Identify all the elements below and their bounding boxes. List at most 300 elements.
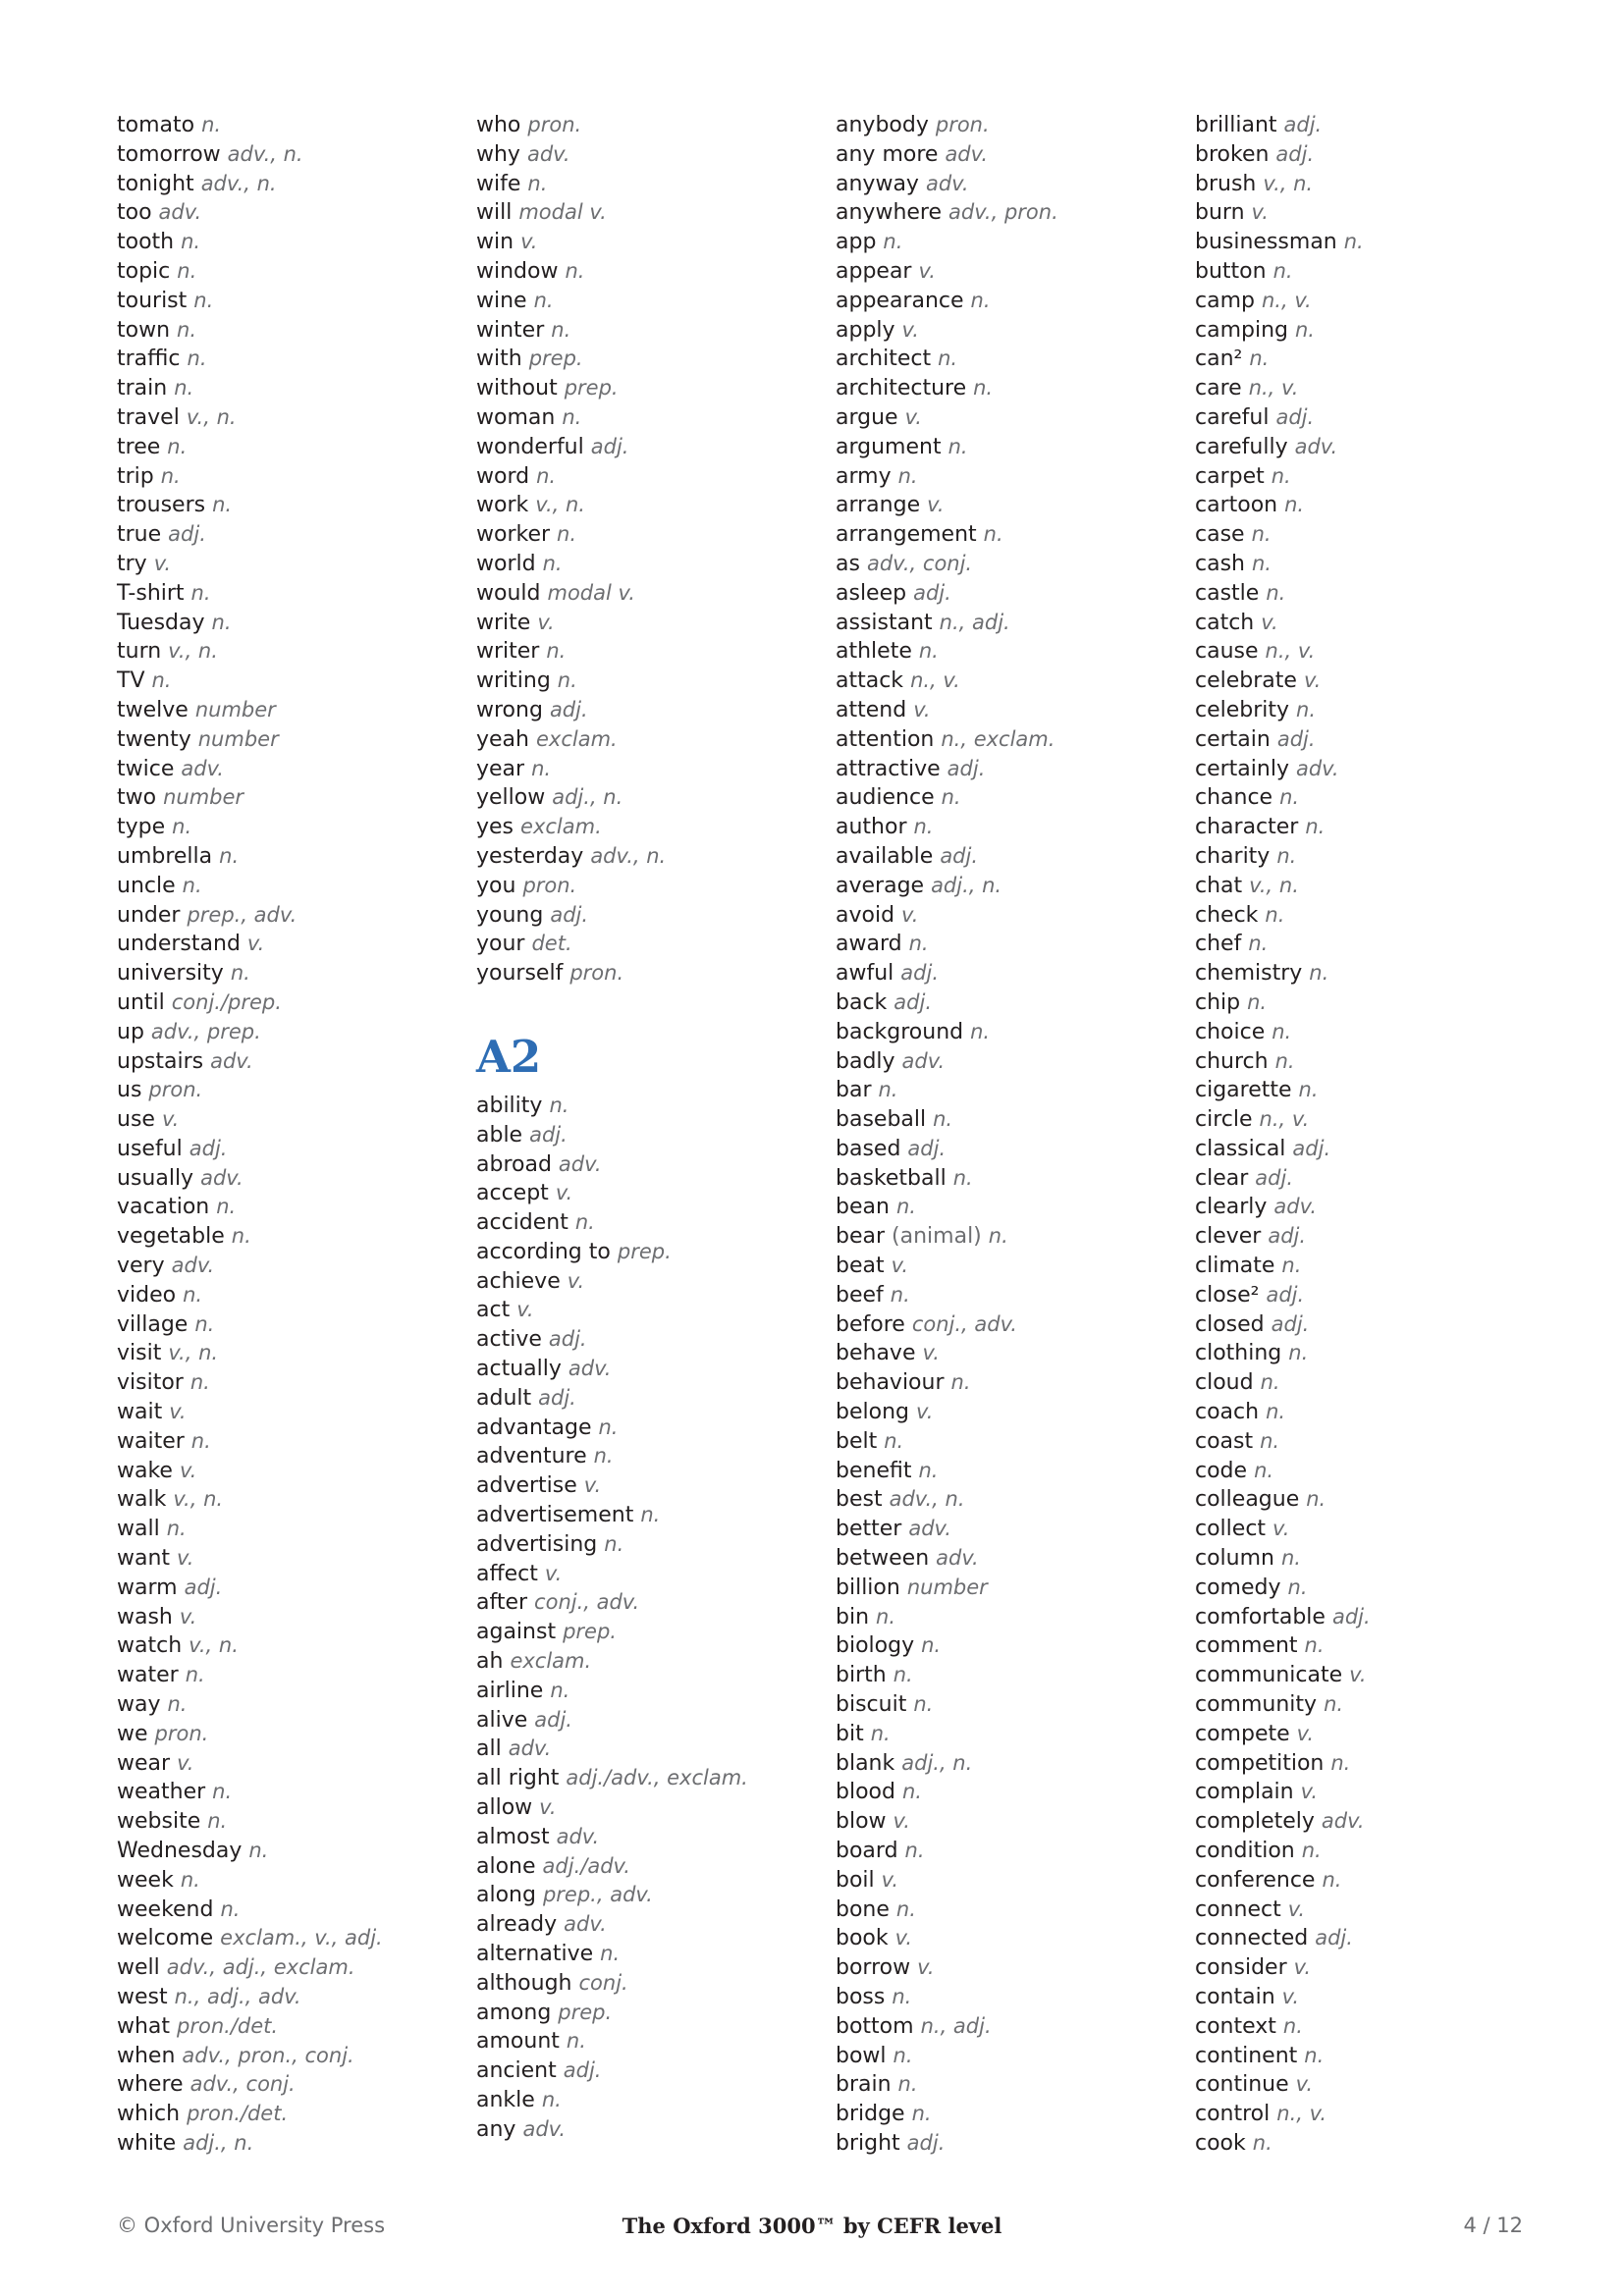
- headword: ability: [476, 1093, 543, 1118]
- headword: what: [117, 2013, 171, 2039]
- part-of-speech: modal v.: [547, 580, 635, 605]
- word-entry: [117, 433, 451, 462]
- word-column-1: [117, 111, 451, 2159]
- headword: weekend: [117, 1896, 214, 1922]
- headword: until: [117, 989, 165, 1015]
- word-entry: [476, 959, 810, 988]
- part-of-speech: n.: [1279, 785, 1300, 810]
- part-of-speech: n.: [216, 1195, 237, 1219]
- word-entry: [836, 609, 1169, 638]
- headword: uncle: [117, 873, 176, 898]
- headword: usually: [117, 1165, 194, 1191]
- headword: when: [117, 2043, 176, 2068]
- headword: which: [117, 2102, 181, 2127]
- word-entry: [1195, 1953, 1529, 1983]
- part-of-speech: adv.: [200, 1165, 244, 1190]
- word-entry: [1195, 901, 1529, 931]
- word-entry: [836, 872, 1169, 901]
- word-entry: [117, 1164, 451, 1194]
- part-of-speech: n.: [174, 376, 194, 400]
- headword: behaviour: [836, 1370, 945, 1396]
- headword: tomorrow: [117, 141, 221, 167]
- headword: camp: [1195, 288, 1255, 313]
- part-of-speech: adv.: [181, 756, 224, 780]
- part-of-speech: n.: [172, 815, 192, 839]
- part-of-speech: pron.: [527, 113, 582, 136]
- headword: twenty: [117, 726, 191, 752]
- part-of-speech: n., adj., adv.: [174, 1985, 301, 2008]
- headword: businessman: [1195, 230, 1337, 255]
- part-of-speech: n.: [904, 1839, 925, 1863]
- part-of-speech: n.: [566, 2029, 586, 2054]
- part-of-speech: adj.: [1276, 726, 1316, 751]
- word-entry: [117, 1924, 451, 1953]
- headword: bar: [836, 1078, 872, 1103]
- word-entry: [117, 1339, 451, 1368]
- part-of-speech: n.: [893, 1663, 913, 1687]
- word-entry: [1195, 1837, 1529, 1866]
- word-entry: [117, 1427, 451, 1457]
- word-entry: [836, 2042, 1169, 2071]
- word-column-3: [836, 111, 1169, 2159]
- headword: code: [1195, 1458, 1248, 1483]
- part-of-speech: n.: [542, 551, 563, 575]
- headword: west: [117, 1985, 168, 2009]
- part-of-speech: v.: [918, 258, 936, 283]
- word-entry: [476, 1647, 810, 1677]
- headword: tourist: [117, 288, 188, 313]
- part-of-speech: adj.: [1255, 1165, 1293, 1190]
- headword: board: [836, 1839, 898, 1864]
- headword: advantage: [476, 1415, 592, 1440]
- word-entry: [836, 345, 1169, 374]
- part-of-speech: n., adj.: [939, 610, 1010, 634]
- headword: blow: [836, 1809, 887, 1835]
- part-of-speech: exclam.: [535, 726, 618, 751]
- part-of-speech: adj.: [1271, 1311, 1310, 1336]
- part-of-speech: n.: [911, 2102, 932, 2126]
- part-of-speech: n.: [892, 1985, 912, 2008]
- headword: background: [836, 1019, 964, 1044]
- word-entry: [836, 1896, 1169, 1925]
- word-entry: [476, 316, 810, 346]
- word-entry: [117, 2070, 451, 2100]
- word-entry: [1195, 755, 1529, 784]
- headword: carefully: [1195, 434, 1288, 459]
- headword: coach: [1195, 1400, 1260, 1425]
- part-of-speech: adv., n.: [889, 1487, 965, 1512]
- part-of-speech: v.: [583, 1473, 602, 1498]
- word-entry: [836, 637, 1169, 667]
- part-of-speech: n.: [194, 1311, 215, 1336]
- word-entry: [476, 1910, 810, 1940]
- headword: Tuesday: [117, 610, 205, 635]
- part-of-speech: n.: [983, 522, 1003, 547]
- headword: catch: [1195, 610, 1255, 635]
- part-of-speech: n.: [187, 347, 207, 371]
- part-of-speech: v.: [179, 1458, 197, 1482]
- word-entry: [1195, 1603, 1529, 1632]
- word-entry: [117, 1661, 451, 1690]
- word-entry: [1195, 198, 1529, 228]
- part-of-speech: adv.: [210, 1048, 253, 1073]
- word-entry: [1195, 1193, 1529, 1222]
- part-of-speech: modal v.: [518, 200, 607, 225]
- word-entry: [117, 872, 451, 901]
- word-entry: [117, 1866, 451, 1896]
- headword: bean: [836, 1195, 890, 1220]
- word-entry: [1195, 959, 1529, 988]
- part-of-speech: n.: [947, 434, 968, 458]
- headword: traffic: [117, 347, 181, 372]
- word-entry: [1195, 1076, 1529, 1105]
- word-entry: [476, 1764, 810, 1793]
- word-entry: [476, 1121, 810, 1150]
- part-of-speech: n.: [182, 873, 202, 897]
- part-of-speech: n.: [212, 493, 233, 517]
- part-of-speech: v.: [169, 1400, 187, 1424]
- part-of-speech: n.: [185, 1663, 205, 1687]
- part-of-speech: v., n.: [189, 1633, 239, 1658]
- headword: winter: [476, 317, 545, 343]
- headword: wait: [117, 1400, 163, 1425]
- headword: bright: [836, 2130, 900, 2156]
- word-entry: [476, 1442, 810, 1471]
- headword: actually: [476, 1357, 562, 1382]
- headword: village: [117, 1311, 189, 1337]
- part-of-speech: n.: [970, 1019, 991, 1043]
- headword: architecture: [836, 376, 967, 401]
- level-heading: A2: [476, 1030, 542, 1083]
- headword: turn: [117, 639, 162, 665]
- part-of-speech: v.: [917, 1955, 935, 1980]
- part-of-speech: n.: [527, 171, 548, 195]
- word-entry: [476, 1355, 810, 1384]
- word-entry: [836, 374, 1169, 403]
- headword: app: [836, 230, 877, 255]
- headword: biscuit: [836, 1692, 907, 1718]
- word-entry: [836, 1603, 1169, 1632]
- part-of-speech: n.: [557, 522, 577, 547]
- word-entry: [1195, 783, 1529, 813]
- part-of-speech: n.: [1260, 1370, 1280, 1395]
- part-of-speech: adj.: [548, 1327, 587, 1352]
- headword: choice: [1195, 1019, 1266, 1044]
- part-of-speech: prep., adv.: [542, 1883, 653, 1907]
- part-of-speech: v.: [246, 932, 265, 956]
- part-of-speech: n.: [1271, 463, 1291, 488]
- part-of-speech: adv., n.: [590, 843, 667, 868]
- headword: arrange: [836, 493, 921, 518]
- word-entry: [476, 1325, 810, 1355]
- part-of-speech: n.: [1276, 843, 1297, 868]
- word-entry: [476, 1296, 810, 1325]
- part-of-speech: n.: [219, 843, 240, 868]
- word-entry: [476, 1208, 810, 1238]
- part-of-speech: n.: [248, 1839, 269, 1863]
- word-entry: [836, 783, 1169, 813]
- headword: consider: [1195, 1955, 1287, 1981]
- headword: town: [117, 317, 171, 343]
- headword: write: [476, 610, 531, 635]
- headword: athlete: [836, 639, 912, 665]
- part-of-speech: n., v.: [1265, 639, 1316, 664]
- word-entry: [476, 140, 810, 170]
- part-of-speech: v.: [544, 1561, 563, 1585]
- part-of-speech: n.: [231, 1224, 251, 1249]
- word-entry: [1195, 1222, 1529, 1252]
- part-of-speech: v., n.: [168, 1341, 219, 1365]
- word-entry: [117, 1778, 451, 1807]
- word-entry: [836, 1749, 1169, 1779]
- headword: close²: [1195, 1282, 1260, 1308]
- word-entry: [476, 579, 810, 609]
- word-entry: [476, 1618, 810, 1647]
- part-of-speech: n.: [933, 1107, 953, 1132]
- part-of-speech: n., exclam.: [941, 726, 1056, 751]
- word-entry: [117, 170, 451, 199]
- part-of-speech: conj./prep.: [171, 989, 282, 1014]
- word-entry: [1195, 1018, 1529, 1047]
- part-of-speech: v.: [1251, 200, 1269, 225]
- headword: comfortable: [1195, 1604, 1326, 1629]
- word-entry: [1195, 1047, 1529, 1077]
- part-of-speech: det.: [531, 932, 572, 956]
- part-of-speech: adv., conj.: [866, 551, 973, 575]
- part-of-speech: n.: [565, 258, 585, 283]
- part-of-speech: n., v.: [910, 668, 960, 693]
- part-of-speech: n.: [870, 1721, 891, 1745]
- word-entry: [836, 755, 1169, 784]
- part-of-speech: adj.: [189, 1136, 228, 1160]
- headword: without: [476, 376, 558, 401]
- part-of-speech: n.: [1260, 1428, 1280, 1453]
- part-of-speech: adj.: [1266, 1282, 1305, 1307]
- word-entry: [476, 287, 810, 316]
- word-entry: [117, 374, 451, 403]
- word-entry: [836, 1953, 1169, 1983]
- word-entry: [836, 1310, 1169, 1340]
- part-of-speech: n.: [1282, 2013, 1303, 2038]
- word-entry: [1195, 316, 1529, 346]
- part-of-speech: n.: [1295, 317, 1315, 342]
- word-entry: [476, 1560, 810, 1589]
- part-of-speech: n.: [1266, 580, 1286, 605]
- part-of-speech: n.: [536, 463, 557, 488]
- headword: classical: [1195, 1136, 1286, 1161]
- headword: back: [836, 989, 888, 1015]
- headword: with: [476, 347, 522, 372]
- headword: among: [476, 2000, 552, 2025]
- headword: we: [117, 1721, 148, 1746]
- headword: understand: [117, 932, 241, 957]
- part-of-speech: adv.: [901, 1048, 946, 1073]
- headword: cartoon: [1195, 493, 1278, 518]
- headword: after: [476, 1590, 528, 1616]
- word-entry: [117, 1544, 451, 1574]
- headword: tooth: [117, 230, 175, 255]
- part-of-speech: n.: [973, 376, 994, 400]
- word-entry: [1195, 462, 1529, 492]
- part-of-speech: adv., conj.: [189, 2072, 296, 2097]
- part-of-speech: n.: [1322, 1867, 1342, 1892]
- headword: character: [1195, 815, 1299, 840]
- part-of-speech: v.: [1303, 668, 1322, 693]
- word-entry: [117, 403, 451, 433]
- headword: average: [836, 873, 925, 898]
- word-entry: [117, 491, 451, 520]
- word-entry: [476, 1881, 810, 1910]
- word-entry: [836, 462, 1169, 492]
- part-of-speech: pron./det.: [187, 2102, 289, 2126]
- word-entry: [1195, 988, 1529, 1018]
- word-entry: [476, 1999, 810, 2028]
- headword: work: [476, 493, 529, 518]
- headword: accident: [476, 1210, 568, 1236]
- word-entry: [1195, 2070, 1529, 2100]
- part-of-speech: adj.: [1292, 1136, 1331, 1160]
- word-entry: [1195, 1778, 1529, 1807]
- word-entry: [836, 1661, 1169, 1690]
- word-entry: [1195, 1749, 1529, 1779]
- part-of-speech: n.: [908, 932, 929, 956]
- word-entry: [117, 725, 451, 755]
- part-of-speech: v.: [567, 1268, 585, 1293]
- headword: T-shirt: [117, 580, 185, 606]
- headword: yesterday: [476, 843, 584, 869]
- headword: worker: [476, 522, 551, 548]
- headword: wine: [476, 288, 527, 313]
- word-entry: [117, 1076, 451, 1105]
- headword: advertising: [476, 1531, 598, 1557]
- part-of-speech: adv.: [508, 1736, 552, 1761]
- headword: asleep: [836, 580, 907, 606]
- word-entry: [836, 1457, 1169, 1486]
- headword: boil: [836, 1867, 875, 1893]
- word-entry: [1195, 930, 1529, 959]
- word-entry: [117, 1574, 451, 1603]
- word-entry: [117, 783, 451, 813]
- word-entry: [1195, 1339, 1529, 1368]
- word-entry: [1195, 1164, 1529, 1194]
- headword: wash: [117, 1604, 173, 1629]
- part-of-speech: v.: [1281, 1985, 1300, 2008]
- part-of-speech: n.: [190, 1428, 211, 1453]
- part-of-speech: v.: [881, 1867, 899, 1892]
- headword: year: [476, 756, 525, 781]
- headword: brilliant: [1195, 113, 1277, 137]
- headword: award: [836, 932, 902, 957]
- word-entry: [836, 1983, 1169, 2012]
- headword: chip: [1195, 989, 1241, 1015]
- word-entry: [1195, 140, 1529, 170]
- headword: assistant: [836, 610, 933, 635]
- word-entry: [1195, 637, 1529, 667]
- headword: want: [117, 1546, 171, 1572]
- word-entry: [117, 1310, 451, 1340]
- part-of-speech: adj., n.: [183, 2130, 254, 2155]
- word-entry: [117, 755, 451, 784]
- headword: yeah: [476, 726, 529, 752]
- headword: church: [1195, 1048, 1269, 1074]
- part-of-speech: n., v.: [1248, 376, 1299, 400]
- word-entry: [836, 316, 1169, 346]
- part-of-speech: adj.: [563, 2058, 602, 2083]
- word-entry: [836, 1837, 1169, 1866]
- part-of-speech: n.: [600, 1942, 621, 1966]
- headword: carpet: [1195, 463, 1265, 489]
- headword: all right: [476, 1766, 560, 1791]
- word-entry: [836, 1018, 1169, 1047]
- headword: cigarette: [1195, 1078, 1292, 1103]
- word-entry: [476, 813, 810, 842]
- headword: airline: [476, 1678, 544, 1703]
- part-of-speech: n.: [201, 113, 222, 136]
- headword: communicate: [1195, 1663, 1343, 1688]
- word-entry: [1195, 1983, 1529, 2012]
- word-entry: [476, 433, 810, 462]
- part-of-speech: n.: [913, 1692, 934, 1717]
- word-entry: [476, 930, 810, 959]
- part-of-speech: prep.: [564, 376, 619, 400]
- headword: trip: [117, 463, 154, 489]
- headword: community: [1195, 1692, 1318, 1718]
- part-of-speech: adj.: [947, 756, 986, 780]
- part-of-speech: n.: [550, 1678, 570, 1702]
- headword: website: [117, 1809, 201, 1835]
- word-entry: [1195, 1252, 1529, 1281]
- part-of-speech: adj.: [1283, 113, 1323, 136]
- part-of-speech: n.: [160, 463, 181, 488]
- part-of-speech: v.: [913, 697, 931, 721]
- part-of-speech: n.: [1304, 1633, 1325, 1658]
- part-of-speech: n.: [1249, 347, 1270, 371]
- headword: will: [476, 200, 513, 226]
- word-entry: [476, 111, 810, 140]
- word-entry: [1195, 579, 1529, 609]
- word-entry: [476, 1588, 810, 1618]
- headword: twice: [117, 756, 175, 781]
- headword: certain: [1195, 726, 1271, 752]
- headword: army: [836, 463, 892, 489]
- word-entry: [836, 813, 1169, 842]
- word-entry: [117, 1631, 451, 1661]
- headword: woman: [476, 404, 556, 430]
- part-of-speech: n.: [897, 463, 918, 488]
- headword: comment: [1195, 1633, 1298, 1659]
- headword: week: [117, 1867, 174, 1893]
- headword: button: [1195, 258, 1267, 284]
- word-entry: [476, 1471, 810, 1501]
- headword: tonight: [117, 171, 194, 196]
- headword: between: [836, 1546, 930, 1572]
- headword: celebrity: [1195, 697, 1290, 722]
- part-of-speech: v.: [539, 1795, 557, 1820]
- part-of-speech: n., adj.: [920, 2013, 992, 2038]
- headword: where: [117, 2072, 184, 2098]
- headword: why: [476, 141, 520, 167]
- headword: wrong: [476, 697, 543, 722]
- word-entry: [836, 1574, 1169, 1603]
- word-entry: [476, 1793, 810, 1823]
- headword: argue: [836, 404, 898, 430]
- part-of-speech: n.: [151, 668, 172, 693]
- part-of-speech: n.: [893, 2043, 913, 2067]
- part-of-speech: adj./adv., exclam.: [566, 1766, 748, 1790]
- part-of-speech: adj.: [940, 843, 979, 868]
- word-entry: [836, 520, 1169, 550]
- headword: visitor: [117, 1370, 184, 1396]
